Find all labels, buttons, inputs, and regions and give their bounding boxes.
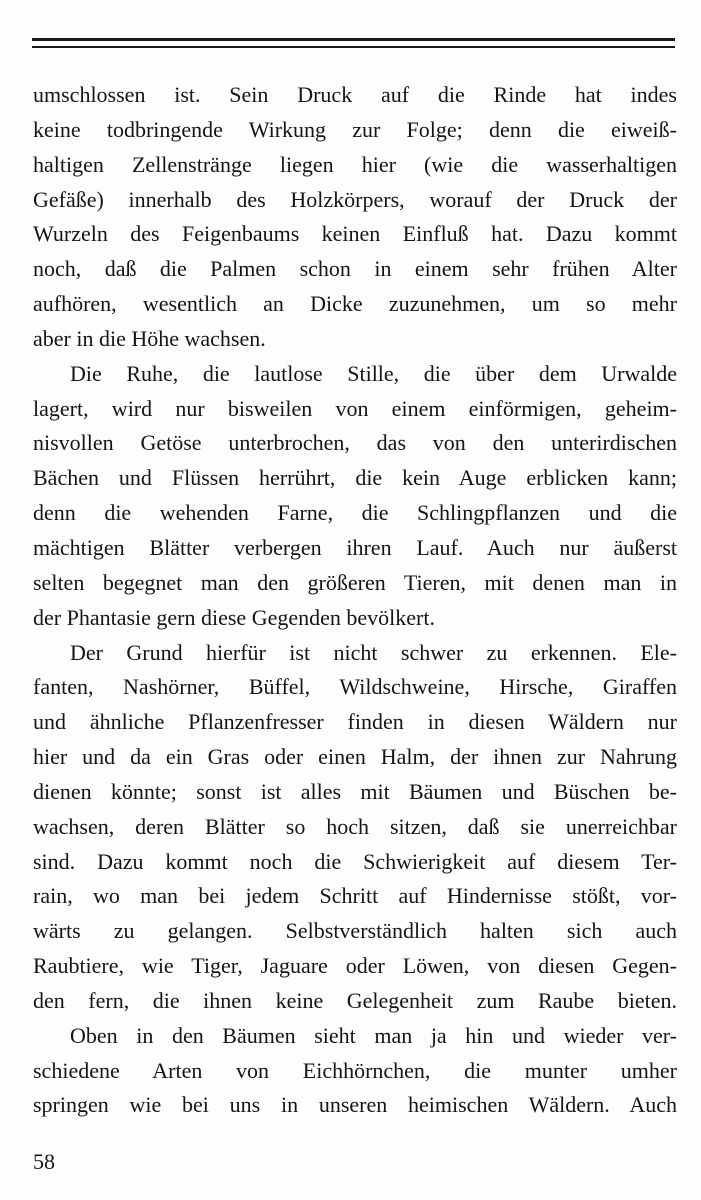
text-line: den fern, die ihnen keine Gelegenheit zum Raube bieten.: [33, 987, 677, 1013]
body-text: [33, 78, 677, 1123]
header-rule-thick: [32, 38, 675, 41]
text-line: selten begegnet man den größeren Tieren, mit denen man in: [33, 569, 677, 595]
text-line: wärts zu gelangen. Selbstverständlich halten sich auch: [33, 918, 677, 944]
text-line: denn die wehenden Farne, die Schlingpflanzen und die: [33, 500, 677, 526]
text-line: aber in die Höhe wachsen.: [33, 325, 266, 351]
text-line: lagert, wird nur bisweilen von einem einförmigen, geheim-: [33, 395, 677, 421]
text-line: nisvollen Getöse unterbrochen, das von den unterirdischen: [33, 430, 677, 456]
text-line: haltigen Zellenstränge liegen hier (wie die wasserhaltigen: [33, 151, 677, 177]
text-line: aufhören, wesentlich an Dicke zuzunehmen, um so mehr: [33, 291, 677, 317]
text-line: und ähnliche Pflanzenfresser finden in diesen Wäldern nur: [33, 709, 677, 735]
text-line: mächtigen Blätter verbergen ihren Lauf. Auch nur äußerst: [33, 534, 677, 560]
text-line: springen wie bei uns in unseren heimischen Wäldern. Auch: [33, 1092, 677, 1118]
page-number: 58: [33, 1149, 55, 1174]
text-line: hier und da ein Gras oder einen Halm, der ihnen zur Nahrung: [33, 744, 677, 770]
text-line: Wurzeln des Feigenbaums keinen Einfluß hat. Dazu kommt: [33, 221, 677, 247]
text-line: rain, wo man bei jedem Schritt auf Hindernisse stößt, vor-: [33, 883, 677, 909]
paragraph-first-line: Die Ruhe, die lautlose Stille, die über dem Urwalde: [70, 360, 677, 386]
text-line: fanten, Nashörner, Büffel, Wildschweine, Hirsche, Giraffen: [33, 674, 677, 700]
text-line: schiedene Arten von Eichhörnchen, die munter umher: [33, 1057, 677, 1083]
text-line: keine todbringende Wirkung zur Folge; denn die eiweiß-: [33, 116, 677, 142]
paragraph-first-line: Oben in den Bäumen sieht man ja hin und wieder ver-: [70, 1022, 677, 1048]
text-line: Bächen und Flüssen herrührt, die kein Auge erblicken kann;: [33, 465, 677, 491]
text-line: sind. Dazu kommt noch die Schwierigkeit auf diesem Ter-: [33, 848, 677, 874]
text-line: umschlossen ist. Sein Druck auf die Rinde hat indes: [33, 82, 677, 107]
text-line: dienen könnte; sonst ist alles mit Bäumen und Büschen be-: [33, 778, 677, 804]
paragraph-first-line: Der Grund hierfür ist nicht schwer zu erkennen. Ele-: [70, 639, 677, 665]
text-line: Raubtiere, wie Tiger, Jaguare oder Löwen, von diesen Gegen-: [33, 953, 677, 979]
text-line: wachsen, deren Blätter so hoch sitzen, daß sie unerreichbar: [33, 813, 677, 839]
text-line: der Phantasie gern diese Gegenden bevölkert.: [33, 604, 435, 630]
text-line: Gefäße) innerhalb des Holzkörpers, worauf der Druck der: [33, 186, 677, 212]
text-line: noch, daß die Palmen schon in einem sehr frühen Alter: [33, 256, 677, 282]
header-rule-thin: [32, 46, 675, 48]
